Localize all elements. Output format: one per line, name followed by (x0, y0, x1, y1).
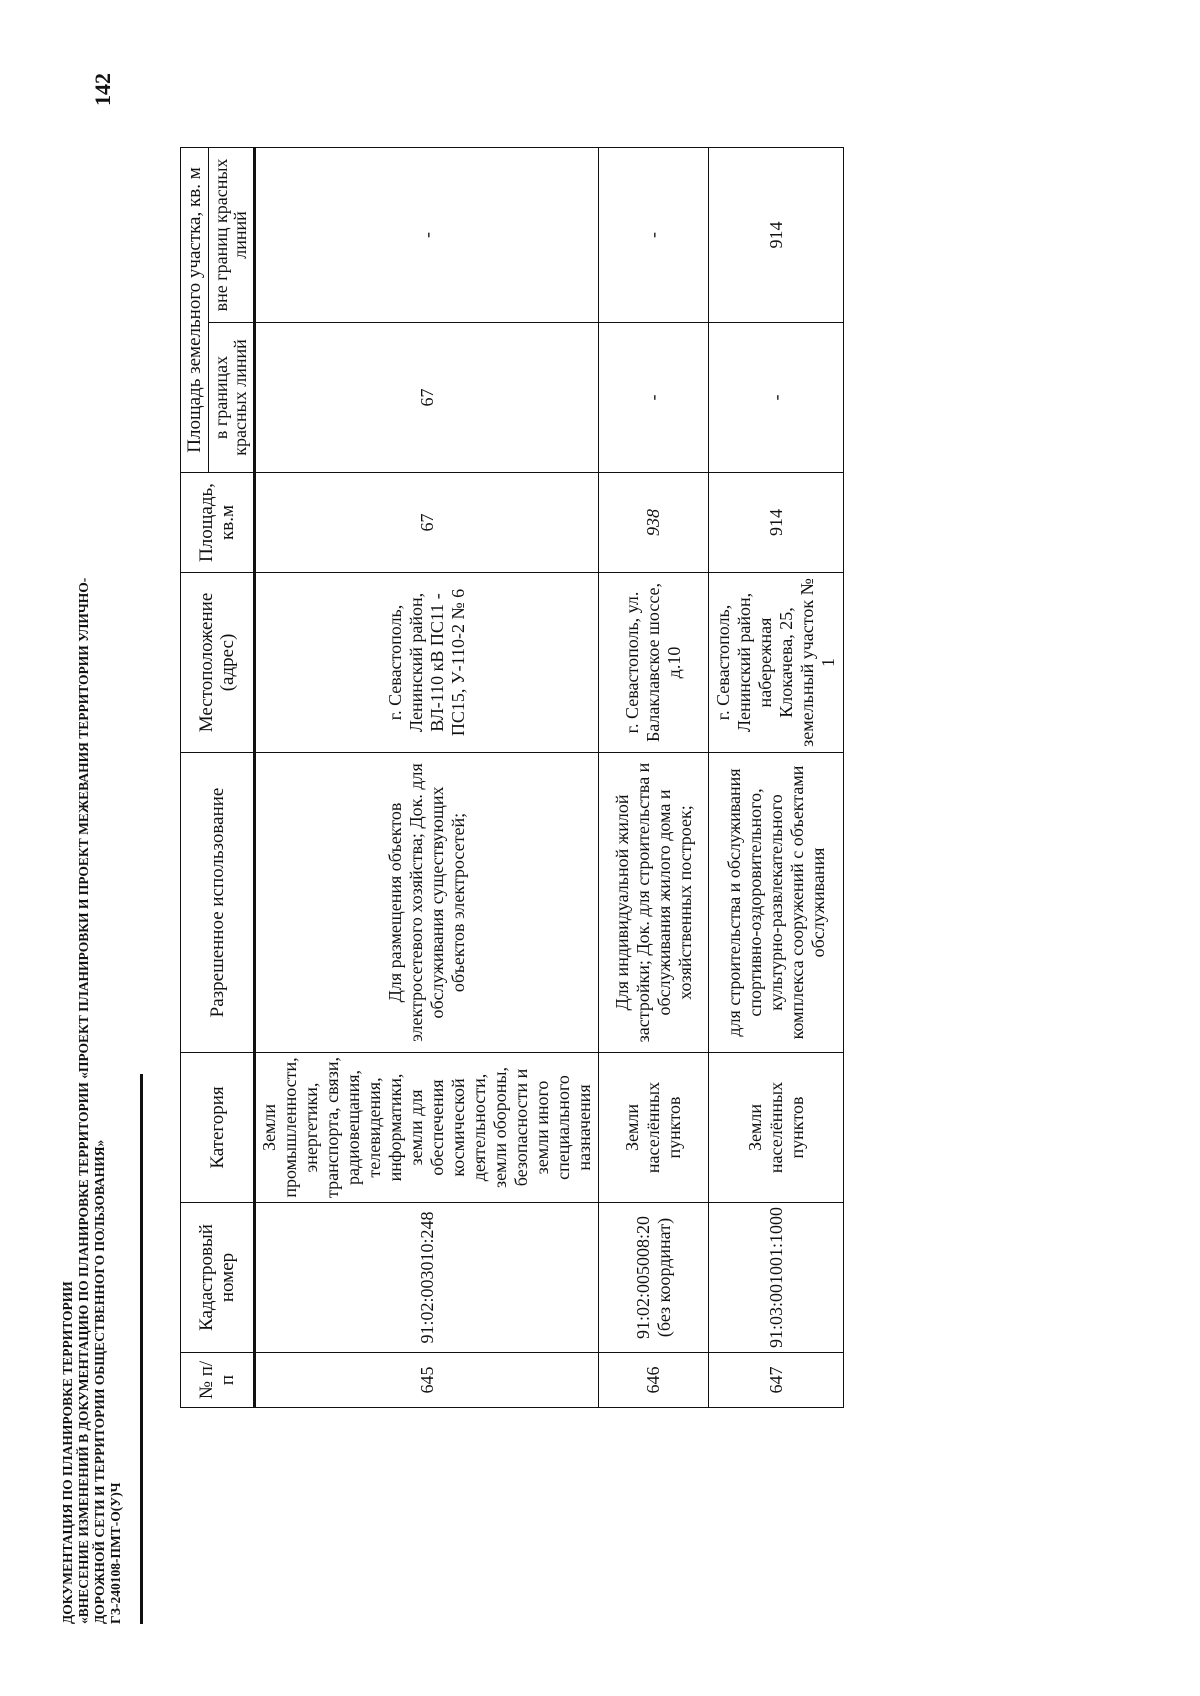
cell-location: г. Севастополь, Ленинский район, ВЛ-110 кВ ПС11 - ПС15, У-110-2 № 6 (255, 573, 599, 753)
cell-category: Земли населённых пунктов (599, 1053, 709, 1203)
cell-outside: - (599, 148, 709, 323)
cell-num: 645 (255, 1353, 599, 1408)
header-num: № п/п (181, 1353, 255, 1408)
cell-outside: 914 (709, 148, 844, 323)
cell-num: 647 (709, 1353, 844, 1408)
table-header-row (181, 148, 209, 1408)
cell-usage: Для индивидуальной жилой застройки; Док. для строительства и обслуживания жилого дома и хозяйственных построек; (599, 753, 709, 1053)
header-cadastral: Кадастровый номер (181, 1203, 255, 1353)
cell-category: Земли населённых пунктов (709, 1053, 844, 1203)
land-plots-table (180, 147, 844, 1408)
cell-category: Земли промышленности, энергетики, транспорта, связи, радиовещания, телевидения, информатики, земли для обеспечения космической деятельности, земли обороны, безопасности и земли иного специального назначения (255, 1053, 599, 1203)
cell-inside: - (709, 323, 844, 473)
header-line-2: «ВНЕСЕНИЕ ИЗМЕНЕНИЙ В ДОКУМЕНТАЦИЮ ПО ПЛАНИРОВКЕ ТЕРРИТОРИИ «ПРОЕКТ ПЛАНИРОВКИ И ПРОЕКТ МЕЖЕВАНИЯ ТЕРРИТОРИИ УЛИЧНО- (76, 577, 91, 1624)
table-row (255, 148, 599, 1408)
cell-location: г. Севастополь, ул. Балаклавское шоссе, д.10 (599, 573, 709, 753)
cell-inside: - (599, 323, 709, 473)
header-line-3: ДОРОЖНОЙ СЕТИ И ТЕРРИТОРИИ ОБЩЕСТВЕННОГО ПОЛЬЗОВАНИЯ» (92, 1139, 107, 1624)
cell-area: 938 (599, 473, 709, 573)
header-usage: Разрешенное использование (181, 753, 255, 1053)
cell-area: 914 (709, 473, 844, 573)
header-inside: в границах красных линий (209, 323, 255, 473)
page-number: 142 (90, 73, 115, 106)
cell-area: 67 (255, 473, 599, 573)
header-line-1: ДОКУМЕНТАЦИЯ ПО ПЛАНИРОВКЕ ТЕРРИТОРИИ (60, 1281, 75, 1624)
cell-location: г. Севастополь, Ленинский район, набережная Клокачева, 25, земельный участок № 1 (709, 573, 844, 753)
header-location: Местоположение (адрес) (181, 573, 255, 753)
table-row (599, 148, 709, 1408)
cell-usage: Для размещения объектов электросетевого хозяйства; Док. для обслуживания существующих объектов электросетей; (255, 753, 599, 1053)
header-line-4: ГЗ-240108-ПМТ-О(У)Ч (108, 1482, 123, 1624)
cell-cadastral: 91:03:001001:1000 (709, 1203, 844, 1353)
header-outside: вне границ красных линий (209, 148, 255, 323)
cell-cadastral: 91:02:003010:248 (255, 1203, 599, 1353)
header-land-area: Площадь земельного участка, кв. м (181, 148, 209, 473)
header-category: Категория (181, 1053, 255, 1203)
table-row (709, 148, 844, 1408)
header-area: Площадь, кв.м (181, 473, 255, 573)
document-header (60, 577, 124, 1624)
header-divider (140, 1074, 143, 1624)
cell-outside: - (255, 148, 599, 323)
cell-inside: 67 (255, 323, 599, 473)
cell-cadastral: 91:02:005008:20 (без координат) (599, 1203, 709, 1353)
cell-usage: для строительства и обслуживания спортивно-оздоровительного, культурно-развлекательного комплекса сооружений с объектами обслуживания (709, 753, 844, 1053)
cell-num: 646 (599, 1353, 709, 1408)
